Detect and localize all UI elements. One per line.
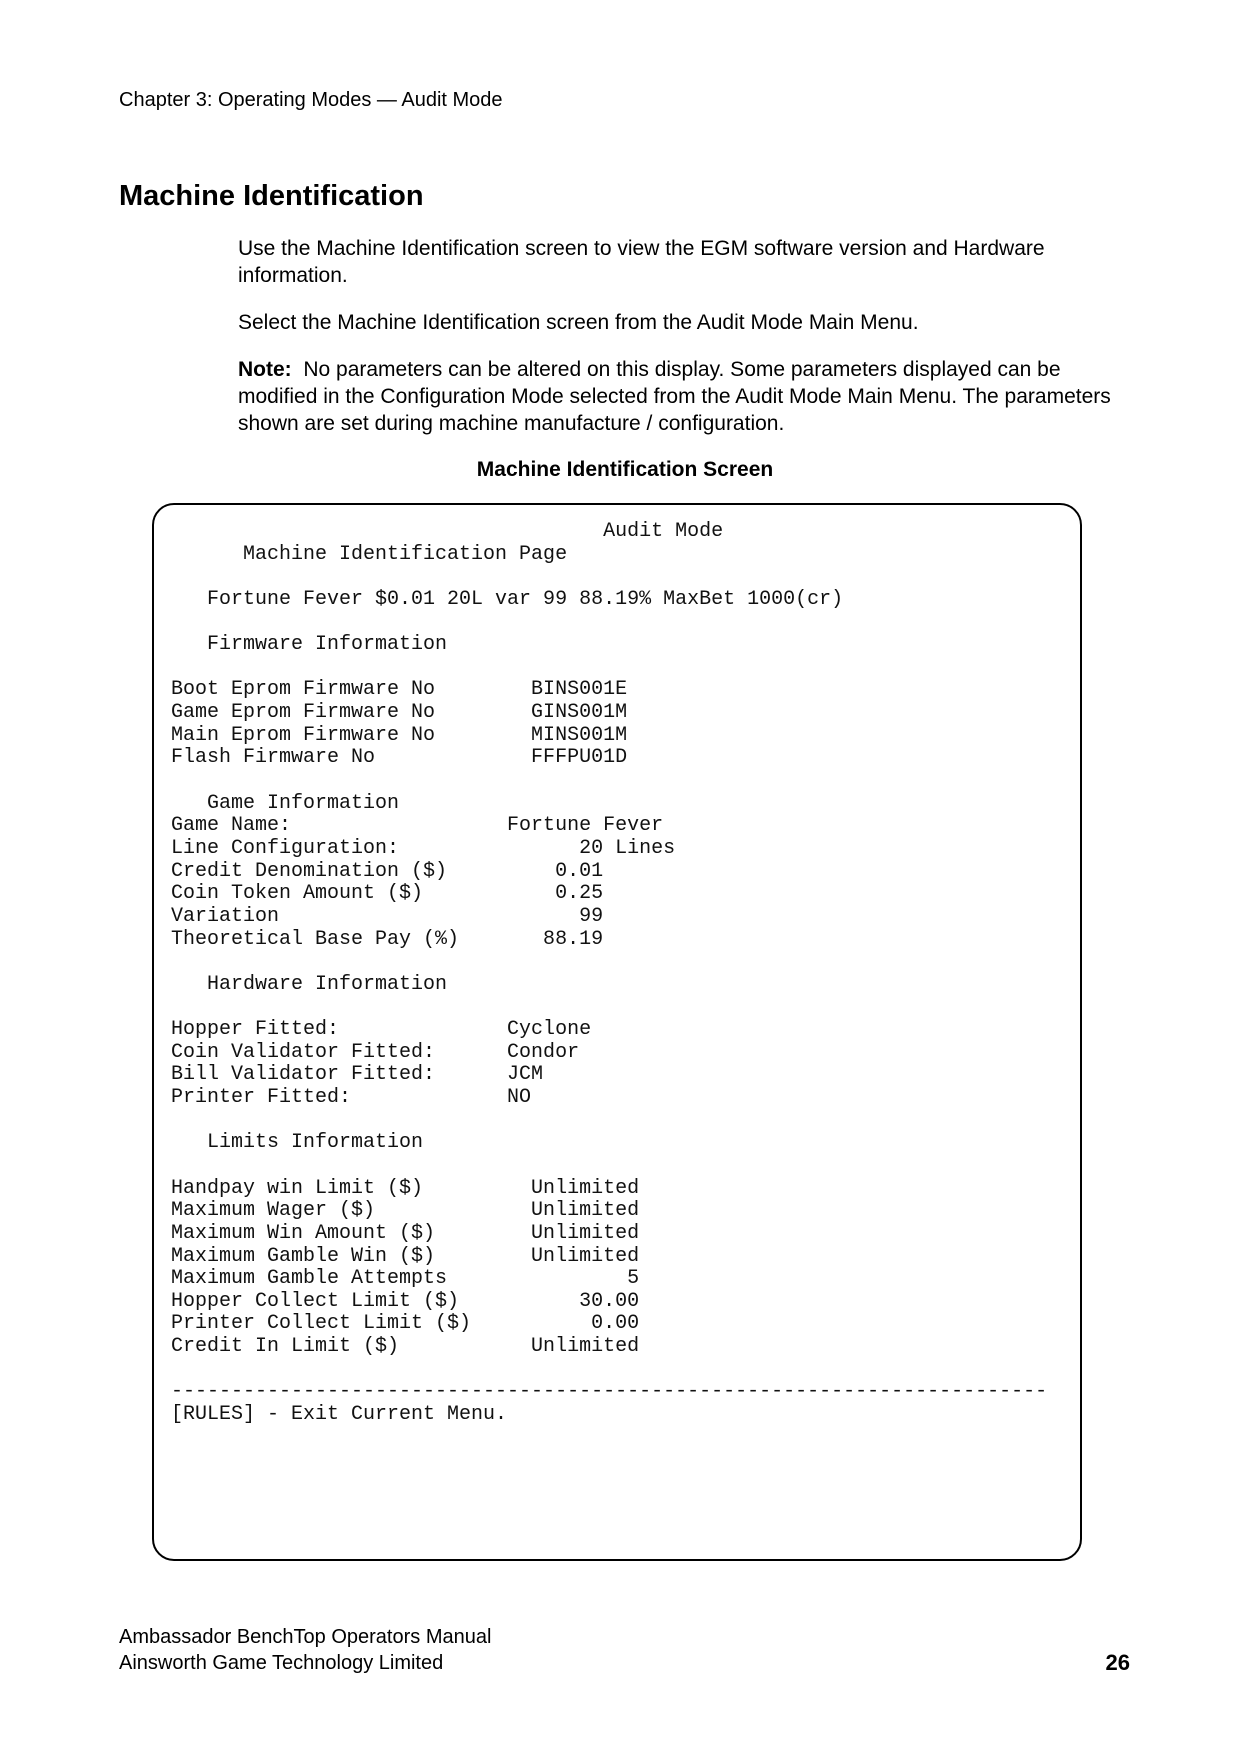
- screen-line: Hopper Fitted: Cyclone: [171, 1018, 592, 1042]
- screen-line: Hopper Collect Limit ($) 30.00: [171, 1289, 640, 1313]
- intro-paragraph: Use the Machine Identification screen to view the EGM software version and Hardware information.: [238, 237, 1045, 287]
- screen-line: [171, 657, 1047, 680]
- screen-divider: -------------------------------------------------------------------------: [171, 1380, 1048, 1404]
- exit-menu-hint: [RULES] - Exit Current Menu.: [171, 1402, 508, 1426]
- screen-line: Theoretical Base Pay (%) 88.19: [171, 927, 604, 951]
- screen-line: Game Name: Fortune Fever: [171, 814, 664, 838]
- note-text: No parameters can be altered on this display. Some parameters displayed can be modified in the Configuration Mode selected from the Audit Mode Main Menu. The parameters shown are set during machine manufacture / configuration.: [238, 358, 1111, 435]
- screen-line: Coin Validator Fitted: Condor: [171, 1040, 580, 1064]
- footer-manual-title: Ambassador BenchTop Operators Manual: [119, 1626, 492, 1648]
- screen-line: [171, 770, 1047, 793]
- screen-line: Credit In Limit ($) Unlimited: [171, 1335, 640, 1359]
- screen-line: Handpay win Limit ($) Unlimited: [171, 1176, 640, 1200]
- screen-line: Maximum Gamble Win ($) Unlimited: [171, 1244, 640, 1268]
- page-number: 26: [1105, 1650, 1130, 1675]
- screen-line: Maximum Win Amount ($) Unlimited: [171, 1221, 640, 1245]
- screen-line: Maximum Gamble Attempts 5: [171, 1267, 640, 1291]
- screen-line: [171, 566, 1047, 589]
- screen-line: [171, 1110, 1047, 1133]
- screen-line: Variation 99: [171, 904, 604, 928]
- figure-caption: Machine Identification Screen: [476, 458, 774, 481]
- screen-line: [171, 1359, 1047, 1382]
- screen-line: Boot Eprom Firmware No BINS001E: [171, 678, 628, 702]
- screen-line: Game Information: [171, 791, 400, 815]
- screen-line: Coin Token Amount ($) 0.25: [171, 882, 604, 906]
- note-label: Note:: [238, 358, 292, 381]
- screen-line: Game Eprom Firmware No GINS001M: [171, 701, 628, 725]
- screen-line: Limits Information: [171, 1131, 424, 1155]
- screen-line: [171, 951, 1047, 974]
- screen-line: Printer Collect Limit ($) 0.00: [171, 1312, 640, 1336]
- machine-identification-screen: [152, 503, 1082, 1561]
- screen-line: Printer Fitted: NO: [171, 1086, 532, 1110]
- screen-line: [171, 1155, 1047, 1178]
- screen-line: Audit Mode: [171, 520, 724, 543]
- screen-line: Line Configuration: 20 Lines: [171, 836, 676, 860]
- section-title: Machine Identification: [119, 180, 424, 212]
- screen-line: Machine Identification Page: [171, 542, 568, 566]
- screen-line: Firmware Information: [171, 633, 448, 657]
- note-paragraph: [238, 356, 1138, 437]
- screen-line: [171, 612, 1047, 635]
- screen-line: Hardware Information: [171, 972, 448, 996]
- screen-text-block: [171, 521, 1047, 1427]
- screen-line: Fortune Fever $0.01 20L var 99 88.19% MaxBet 1000(cr): [171, 587, 844, 611]
- instruction-paragraph: Select the Machine Identification screen from the Audit Mode Main Menu.: [238, 311, 919, 334]
- chapter-header: Chapter 3: Operating Modes — Audit Mode: [119, 89, 503, 111]
- screen-line: Flash Firmware No FFFPU01D: [171, 746, 628, 770]
- screen-line: Maximum Wager ($) Unlimited: [171, 1199, 640, 1223]
- screen-line: Credit Denomination ($) 0.01: [171, 859, 604, 883]
- screen-line: Bill Validator Fitted: JCM: [171, 1063, 544, 1087]
- footer-company: Ainsworth Game Technology Limited: [119, 1652, 444, 1674]
- screen-line: Main Eprom Firmware No MINS001M: [171, 723, 628, 747]
- screen-line: [171, 996, 1047, 1019]
